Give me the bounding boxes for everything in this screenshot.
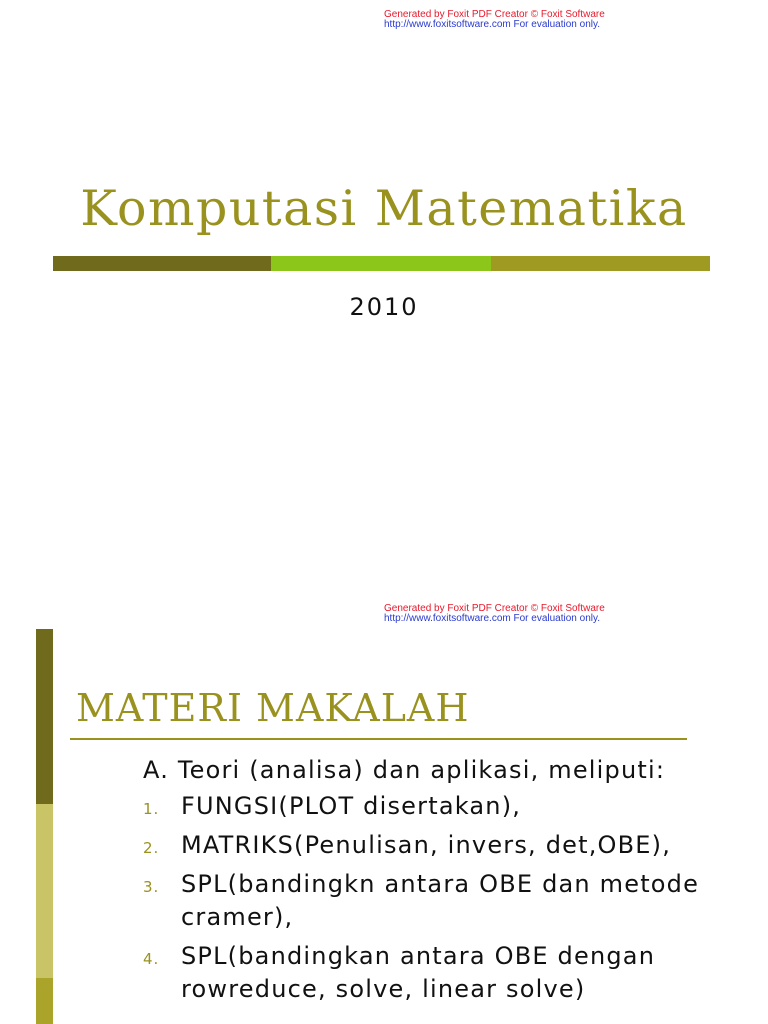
materi-list: [143, 790, 743, 1006]
list-item-number: 4.: [143, 950, 160, 968]
list-item: [143, 940, 743, 1006]
slide2-title: MATERI MAKALAH: [76, 686, 470, 730]
watermark-line1: Generated by Foxit PDF Creator © Foxit Software: [384, 603, 605, 614]
list-item-text: SPL(bandingkan antara OBE dengan rowreduce, solve, linear solve): [181, 942, 656, 1003]
list-item-text: SPL(bandingkn antara OBE dan metode cramer),: [181, 870, 700, 931]
slide2-title-rule: [70, 738, 687, 740]
slide2-content: [143, 756, 743, 1012]
slide2-side-bar-dark: [36, 629, 53, 804]
watermark-line2: http://www.foxitsoftware.com For evaluation only.: [384, 613, 601, 624]
slide2-side-bar-mid: [36, 978, 53, 1024]
watermark-line1: Generated by Foxit PDF Creator © Foxit Software: [384, 9, 605, 20]
watermark-line2: http://www.foxitsoftware.com For evaluation only.: [384, 19, 601, 30]
slide1-title-rule: [53, 256, 710, 271]
slide1-year: 2010: [349, 293, 419, 321]
rule-segment-dark: [53, 256, 271, 271]
list-item-number: 3.: [143, 878, 160, 896]
list-item: [143, 829, 743, 862]
slide2-side-bar-light: [36, 804, 53, 978]
slide2-intro: A. Teori (analisa) dan aplikasi, meliputi:: [143, 756, 666, 784]
watermark-top: [384, 10, 644, 30]
list-item-number: 2.: [143, 839, 160, 857]
list-item: [143, 868, 743, 934]
rule-segment-olive: [491, 256, 710, 271]
list-item-text: FUNGSI(PLOT disertakan),: [181, 792, 522, 820]
rule-segment-lime: [271, 256, 491, 271]
slide1-title: Komputasi Matematika: [80, 180, 688, 237]
list-item-text: MATRIKS(Penulisan, invers, det,OBE),: [181, 831, 672, 859]
watermark-bottom: [384, 604, 644, 624]
list-item-number: 1.: [143, 800, 160, 818]
list-item: [143, 790, 743, 823]
